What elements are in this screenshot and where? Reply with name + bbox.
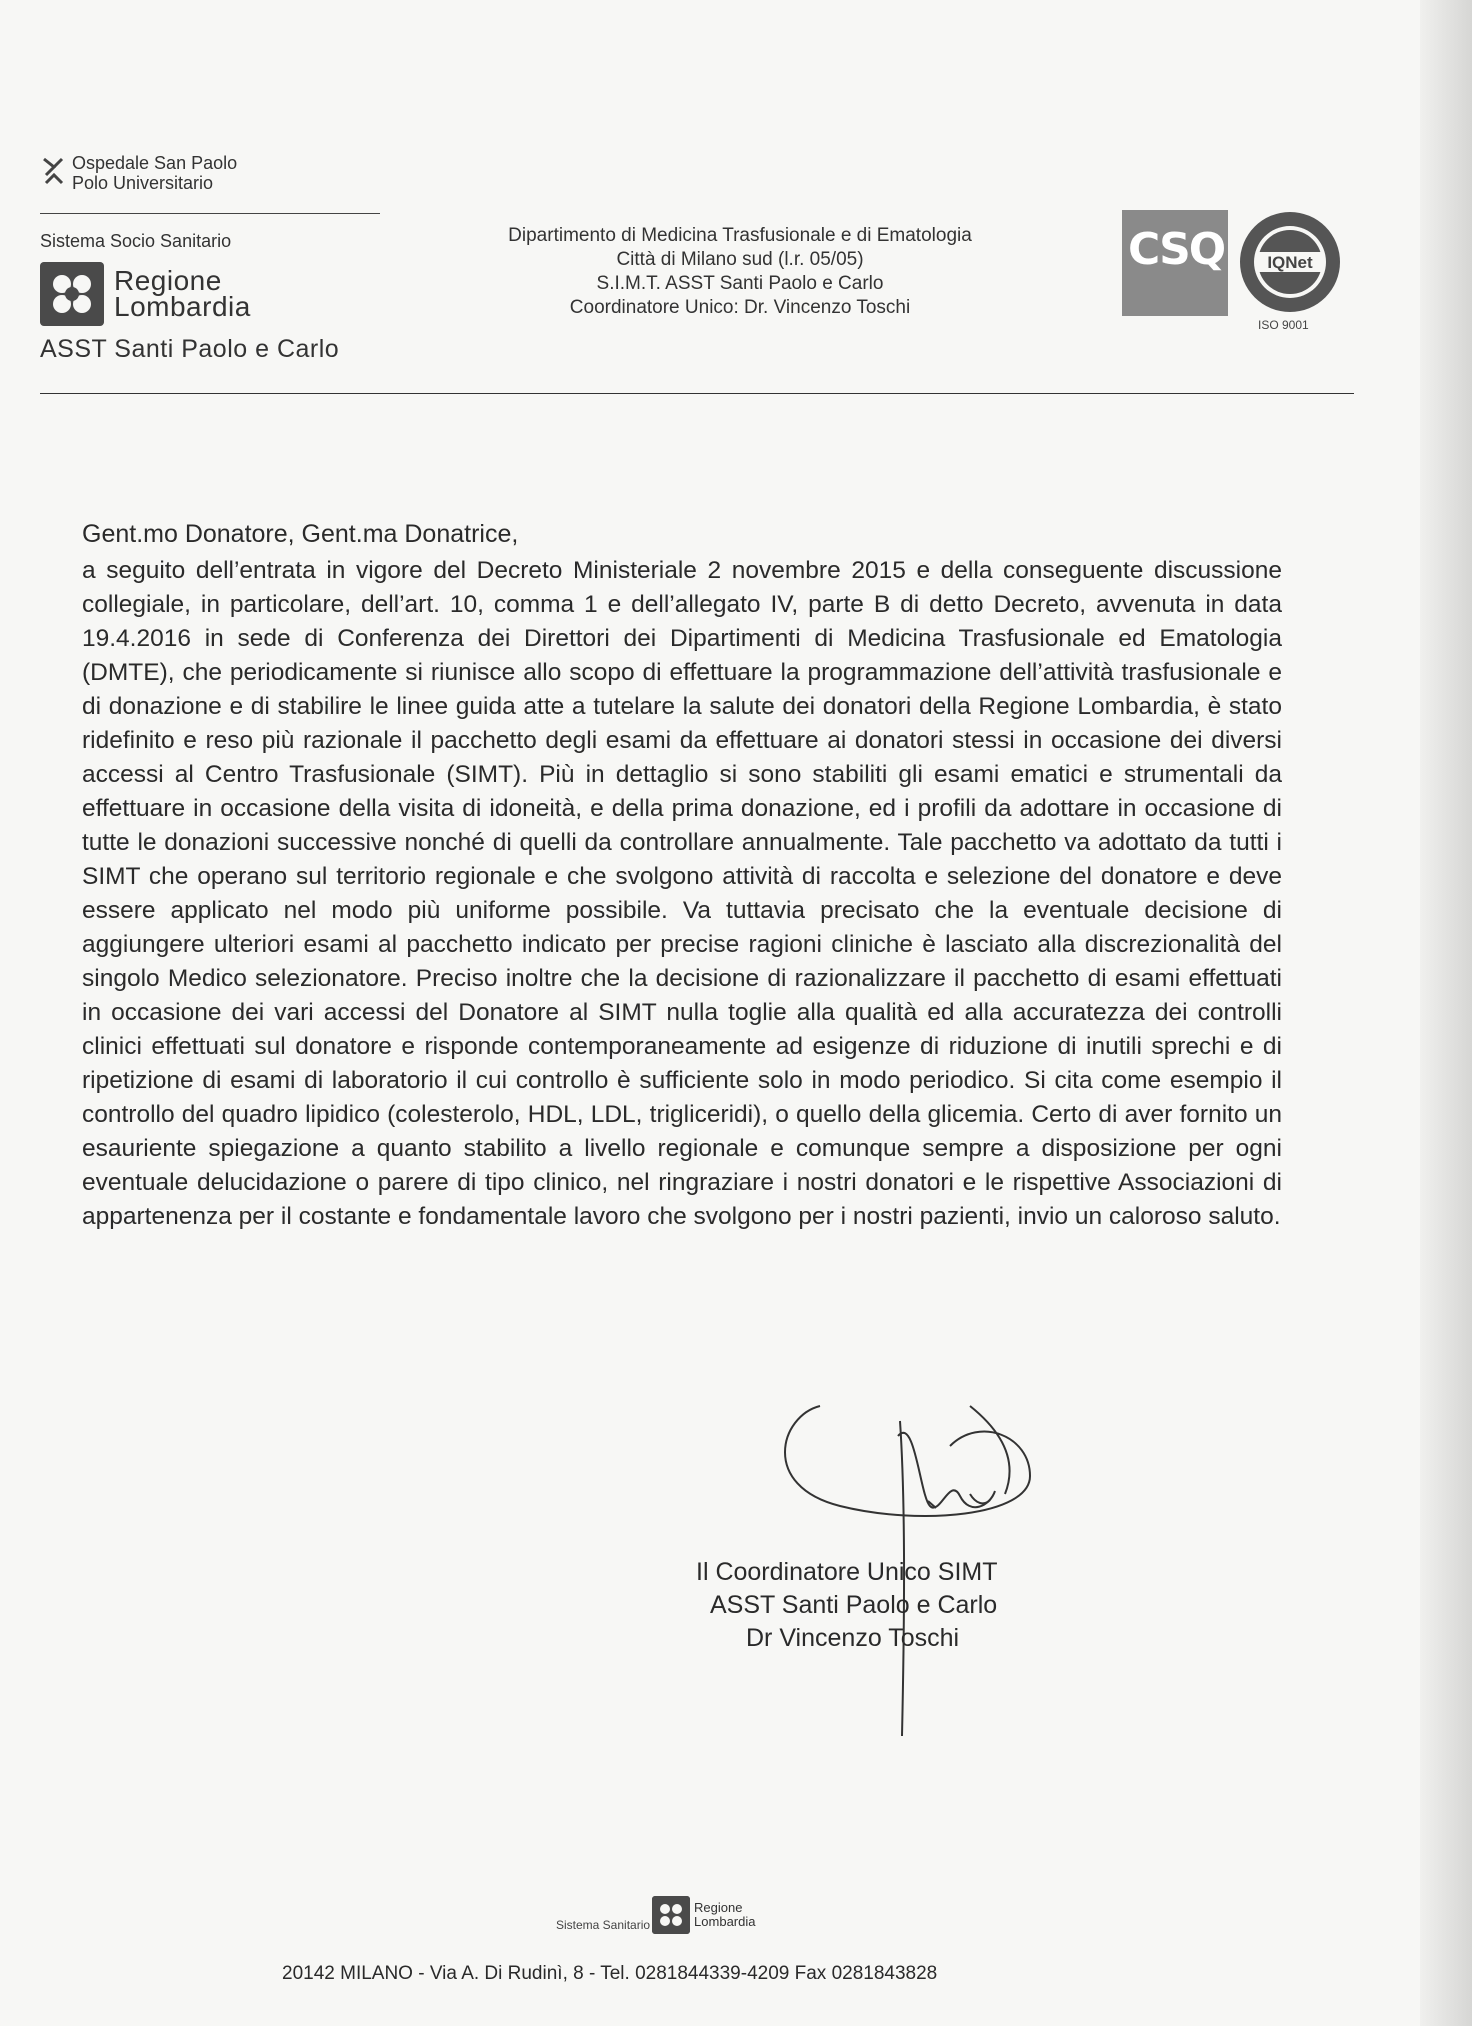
letter-body: a seguito dell’entrata in vigore del Decreto Ministeriale 2 novembre 2015 e della conseguente discussione collegiale, in particolare, dell’art. 10, comma 1 e dell’allegato IV, parte B di detto Decreto, avvenuta in data 19.4.2016 in sede di Conferenza dei Direttori dei Dipartimenti di Medicina Trasfusionale ed Ematologia (DMTE), che periodicamente si riunisce allo scopo di effettuare la programmazione dell’attività trasfusionale e di donazione e di stabilire le linee guida atte a tutelare la salute dei donatori della Regione Lombardia, è stato ridefinito e reso più razionale il pacchetto degli esami da effettuare ai donatori stessi in occasione dei diversi accessi al Centro Trasfusionale (SIMT). Più in dettaglio si sono stabiliti gli esami ematici e strumentali da effettuare in occasione della visita di idoneità, e della prima donazione, ed i profili da adottare in occasione di tutte le donazioni successive nonché di quelli da controllare annualmente. Tale pacchetto va adottato da tutti i SIMT che operano sul territorio regionale e che svolgono attività di raccolta e selezione del donatore e deve essere applicato nel modo più uniforme possibile. Va tuttavia precisato che la eventuale decisione di aggiungere ulteriori esami al pacchetto indicato per precise ragioni cliniche è lasciato alla discrezionalità del singolo Medico selezionatore. Preciso inoltre che la decisione di razionalizzare il pacchetto di esami effettuati in occasione dei vari accessi del Donatore al SIMT nulla toglie alla qualità ed alla accuratezza dei controlli clinici effettuati sul donatore e risponde contemporaneamente ad esigenze di riduzione di inutili sprechi e di ripetizione di esami di laboratorio il cui controllo è sufficiente solo in modo periodico. Si cita come esempio il controllo del quadro lipidico (colesterolo, HDL, LDL, trigliceridi), o quello della glicemia. Certo di aver fornito un esauriente spiegazione a quanto stabilito a livello regionale e comunque sempre a disposizione per ogni eventuale delucidazione o parere di tipo clinico, nel ringraziare i nostri donatori e le rispettive Associazioni di appartenenza per il costante e fondamentale lavoro che svolgono per i nostri pazienti, invio un caloroso saluto.: [82, 557, 1282, 1230]
footer-address: 20142 MILANO - Via A. Di Rudinì, 8 - Tel. 0281844339-4209 Fax 0281843828: [282, 1963, 938, 1984]
signer-name: Dr Vincenzo Toschi: [746, 1624, 960, 1652]
regione-line2: Lombardia: [114, 291, 251, 322]
csq-certification-logo: [1122, 210, 1228, 316]
footer-regione-line1: Regione: [694, 1900, 743, 1915]
iqnet-logo-text: IQNet: [1267, 253, 1313, 272]
dept-line: S.I.M.T. ASST Santi Paolo e Carlo: [596, 273, 884, 294]
regione-lombardia-text: [114, 265, 251, 322]
dept-line: Coordinatore Unico: Dr. Vincenzo Toschi: [569, 297, 911, 318]
iso-label: ISO 9001: [1258, 318, 1309, 332]
asst-name: ASST Santi Paolo e Carlo: [40, 335, 340, 363]
hospital-name: [72, 153, 237, 193]
hospital-logo-icon: [40, 153, 66, 191]
regione-lombardia-brand: [40, 262, 251, 326]
footer-sistema: Sistema Sanitario: [556, 1918, 651, 1932]
page-edge-shadow: [1420, 0, 1472, 2026]
sistema-socio-sanitario: Sistema Socio Sanitario: [40, 231, 232, 251]
regione-line1: Regione: [114, 265, 222, 296]
csq-logo-text: CSQ: [1128, 224, 1225, 275]
letter-greeting: Gent.mo Donatore, Gent.ma Donatrice,: [82, 520, 519, 548]
hospital-line2: Polo Universitario: [72, 173, 214, 193]
hospital-line1: Ospedale San Paolo: [72, 153, 238, 173]
footer-regione-line2: Lombardia: [694, 1914, 756, 1929]
footer-regione-text: [694, 1901, 755, 1929]
department-info: [460, 224, 1020, 320]
dept-line: Dipartimento di Medicina Trasfusionale e di Ematologia: [508, 225, 972, 246]
signer-organization: ASST Santi Paolo e Carlo: [710, 1591, 998, 1619]
header-divider-left: [40, 213, 380, 214]
signature-block: [696, 1556, 998, 1655]
dept-line: Città di Milano sud (l.r. 05/05): [616, 249, 864, 270]
signer-title: Il Coordinatore Unico SIMT: [696, 1558, 998, 1586]
iqnet-certification-logo: [1238, 210, 1342, 314]
regione-lombardia-logo-icon: [40, 262, 104, 326]
footer-logo: [556, 1896, 755, 1934]
hospital-header: [40, 153, 237, 193]
header-divider: [40, 393, 1354, 394]
footer-regione-logo-icon: [652, 1896, 690, 1934]
